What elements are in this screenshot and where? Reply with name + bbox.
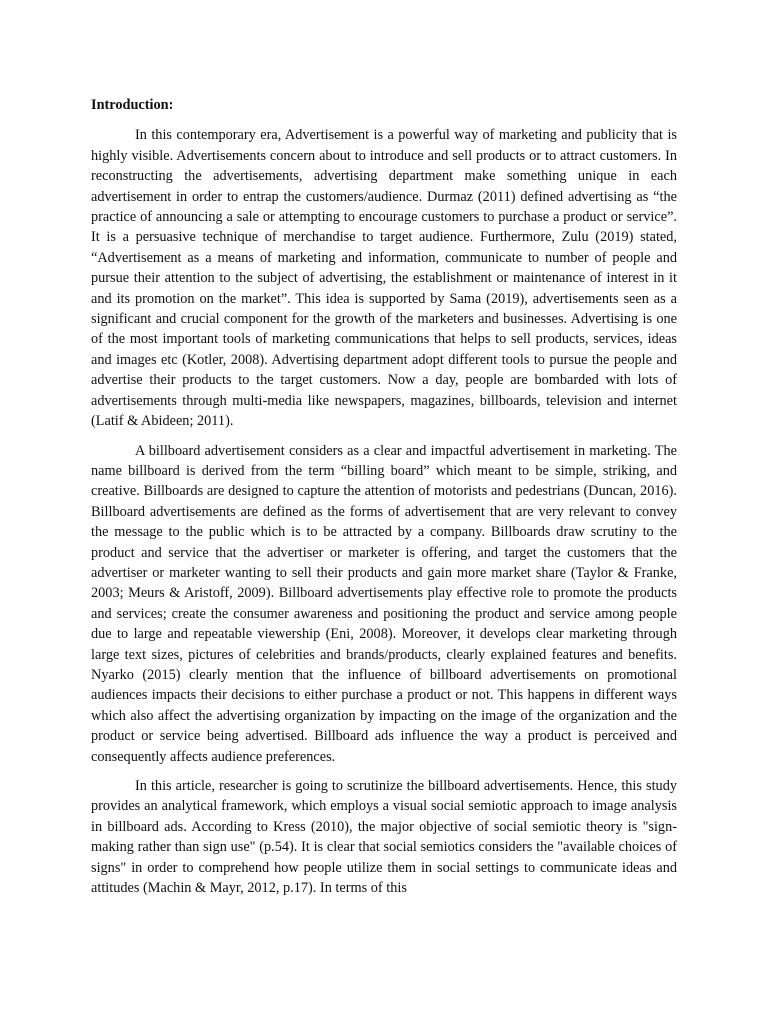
section-heading: Introduction:: [91, 97, 174, 113]
paragraph-billboard-definition: A billboard advertisement considers as a clear and impactful advertisement in marketing. The name billboard is derived from the term “billing board” which meant to be simple, striking, and creative. Billboards are designed to capture the attention of motorists and pedestrians (Duncan, 2016). Billboard advertisements are defined as the forms of advertisement that are very relevant to convey the message to the public which is to be attracted by a company. Billboards draw scrutiny to the product and service that the advertiser or marketer is offering, and target the customers that the advertiser or marketer wanting to sell their products and gain more market share (Taylor & Franke, 2003; Meurs & Aristoff, 2009). Billboard advertisements play effective role to promote the products and services; create the consumer awareness and positioning the product and service among people due to large and repeatable viewership (Eni, 2008). Moreover, it develops clear marketing through large text sizes, pictures of celebrities and brands/products, clearly explained features and benefits. Nyarko (2015) clearly mention that the influence of billboard advertisements on promotional audiences impacts their decisions to either purchase a product or not. This happens in different ways which also affect the advertising organization by impacting on the image of the organization and the product or service being advertised. Billboard ads influence the way a product is perceived and consequently affects audience preferences.: [91, 442, 677, 765]
paragraph-advertisement-intro: In this contemporary era, Advertisement is a powerful way of marketing and publicity that is highly visible. Advertisements concern about to introduce and sell products or to attract customers. In reconstructing the advertisements, advertising department make something unique in each advertisement in order to entrap the customers/audience. Durmaz (2011) defined advertising as “the practice of announcing a sale or attempting to encourage customers to purchase a product or service”. It is a persuasive technique of merchandise to target audience. Furthermore, Zulu (2019) stated, “Advertisement as a means of marketing and information, communicate to number of people and pursue their attention to the subject of advertising, the establishment or maintenance of interest in it and its promotion on the market”. This idea is supported by Sama (2019), advertisements seen as a significant and crucial component for the growth of the marketers and businesses. Advertising is one of the most important tools of marketing communications that helps to sell products, services, ideas and images etc (Kotler, 2008). Advertising department adopt different tools to pursue the people and advertise their products to the target customers. Now a day, people are bombarded with lots of advertisements through multi-media like newspapers, magazines, billboards, television and internet (Latif & Abideen; 2011).: [91, 127, 677, 430]
document-page: [91, 95, 677, 907]
paragraph-semiotic-approach: In this article, researcher is going to scrutinize the billboard advertisements. Hence, this study provides an analytical framework, which employs a visual social semiotic approach to image analysis in billboard ads. According to Kress (2010), the major objective of social semiotic theory is "sign-making rather than sign use" (p.54). It is clear that social semiotics considers the "available choices of signs" in order to comprehend how people utilize them in social settings to communicate ideas and attitudes (Machin & Mayr, 2012, p.17). In terms of this: [91, 778, 677, 897]
